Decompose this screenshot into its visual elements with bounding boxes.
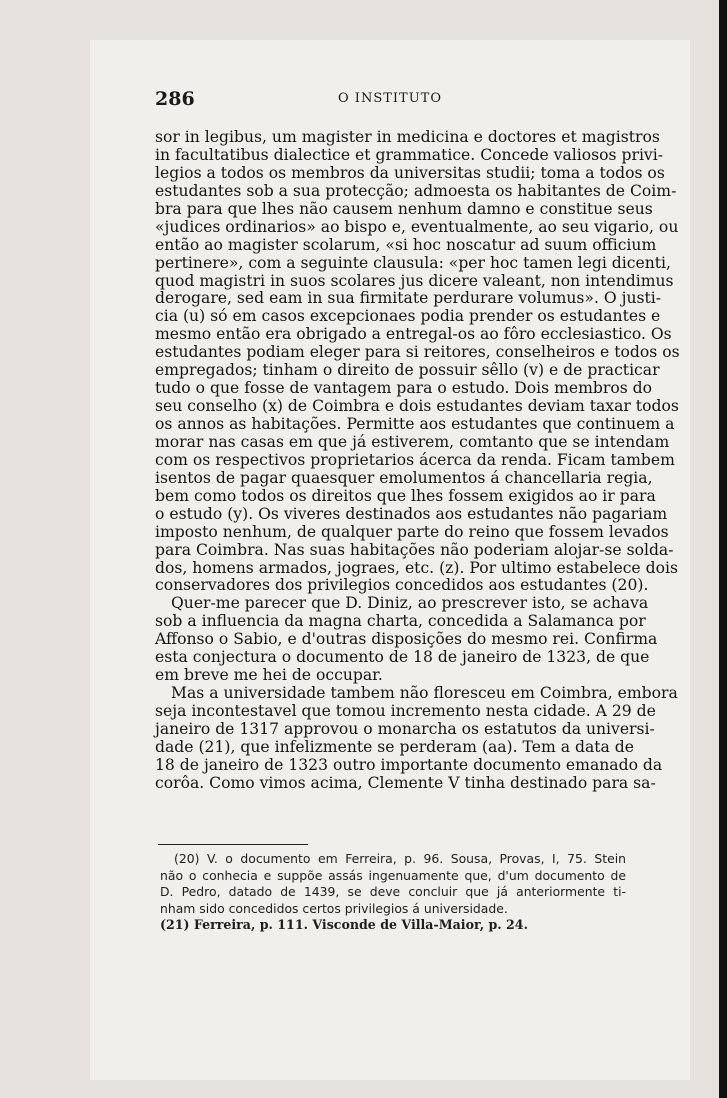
page-number: 286 — [155, 88, 195, 110]
text-line: empregados; tinham o direito de possuir sêllo (v) e de practicar — [155, 361, 660, 380]
text-line: bra para que lhes não causem nenhum damno e constitue seus — [155, 199, 653, 218]
text-line: Mas a universidade tambem não floresceu em Coimbra, embora — [171, 684, 678, 703]
text-line: «judices ordinarios» ao bispo e, eventualmente, ao seu vigario, ou — [155, 217, 679, 236]
text-line: morar nas casas em que já estiverem, comtanto que se intendam — [155, 432, 670, 451]
text-line: estudantes sob a sua protecção; admoesta os habitantes de Coim- — [155, 181, 677, 200]
footnotes — [160, 851, 626, 934]
footnote-line: não o conhecia e suppõe assás ingenuamente que, d'um documento de — [160, 867, 626, 883]
text-line: quod magistri in suos scolares jus dicere valeant, non intendimus — [155, 271, 674, 290]
text-line: janeiro de 1317 approvou o monarcha os estatutos da universi- — [155, 719, 655, 738]
text-line: 18 de janeiro de 1323 outro importante documento emanado da — [155, 755, 663, 774]
text-line: isentos de pagar quaesquer emolumentos á chancellaria regia, — [155, 468, 653, 487]
text-line: estudantes podiam eleger para si reitores, conselheiros e todos os — [155, 343, 680, 362]
text-line: corôa. Como vimos acima, Clemente V tinha destinado para sa- — [155, 773, 656, 792]
page-header — [155, 88, 625, 112]
body-text — [155, 128, 680, 793]
footnote-line: D. Pedro, datado de 1439, se deve concluir que já anteriormente ti- — [160, 884, 626, 900]
text-line: conservadores dos privilegios concedidos aos estudantes (20). — [155, 576, 649, 595]
text-line: imposto nenhum, de qualquer parte do reino que fossem levados — [155, 522, 669, 541]
text-line: seja incontestavel que tomou incremento nesta cidade. A 29 de — [155, 702, 656, 720]
footnote-line: (20) V. o documento em Ferreira, p. 96. Sousa, Provas, I, 75. Stein — [174, 851, 626, 866]
text-line: Affonso o Sabio, e d'outras disposições do mesmo rei. Confirma — [155, 630, 658, 649]
text-line: bem como todos os direitos que lhes fossem exigidos ao ir para — [155, 486, 656, 505]
text-line: com os respectivos proprietarios ácerca da renda. Ficam tambem — [155, 450, 675, 469]
footnote-separator — [158, 844, 308, 845]
text-line: Quer-me parecer que D. Diniz, ao prescrever isto, se achava — [171, 594, 649, 613]
text-line: cia (u) só em casos excepcionaes podia prender os estudantes e — [155, 307, 661, 326]
text-line: in facultatibus dialectice et grammatice. Concede valiosos privi- — [155, 145, 663, 164]
text-line: legios a todos os membros da universitas studii; toma a todos os — [155, 163, 665, 182]
footnote-line: nham sido concedidos certos privilegios á universidade. — [160, 900, 508, 916]
text-line: o estudo (y). Os viveres destinados aos estudantes não pagariam — [155, 504, 668, 523]
scan-edge-shadow — [719, 0, 727, 1098]
text-line: dade (21), que infelizmente se perderam (aa). Tem a data de — [155, 737, 634, 756]
text-line: tudo o que fosse de vantagem para o estudo. Dois membros do — [155, 379, 653, 398]
text-line: dos, homens armados, jograes, etc. (z). Por ultimo estabelece dois — [155, 558, 678, 577]
text-line: seu conselho (x) de Coimbra e dois estudantes deviam taxar todos — [155, 397, 679, 416]
text-line: em breve me hei de occupar. — [155, 666, 383, 685]
text-line: derogare, sed eam in sua firmitate perdurare volumus». O justi- — [155, 289, 662, 308]
text-line: pertinere», com a seguinte clausula: «per hoc tamen legi dicenti, — [155, 253, 671, 272]
text-line: mesmo então era obrigado a entregal-os ao fôro ecclesiastico. Os — [155, 325, 672, 344]
text-line: para Coimbra. Nas suas habitações não poderiam alojar-se solda- — [155, 540, 674, 559]
running-title: O INSTITUTO — [338, 91, 442, 106]
footnote-line: (21) Ferreira, p. 111. Visconde de Villa-Maior, p. 24. — [160, 917, 528, 933]
text-line: os annos as habitações. Permitte aos estudantes que continuem a — [155, 415, 675, 433]
text-line: então ao magister scolarum, «si hoc noscatur ad suum officium — [155, 235, 657, 254]
text-line: sob a influencia da magna charta, concedida a Salamanca por — [155, 612, 646, 631]
text-line: sor in legibus, um magister in medicina e doctores et magistros — [155, 128, 660, 146]
text-line: esta conjectura o documento de 18 de janeiro de 1323, de que — [155, 648, 650, 667]
